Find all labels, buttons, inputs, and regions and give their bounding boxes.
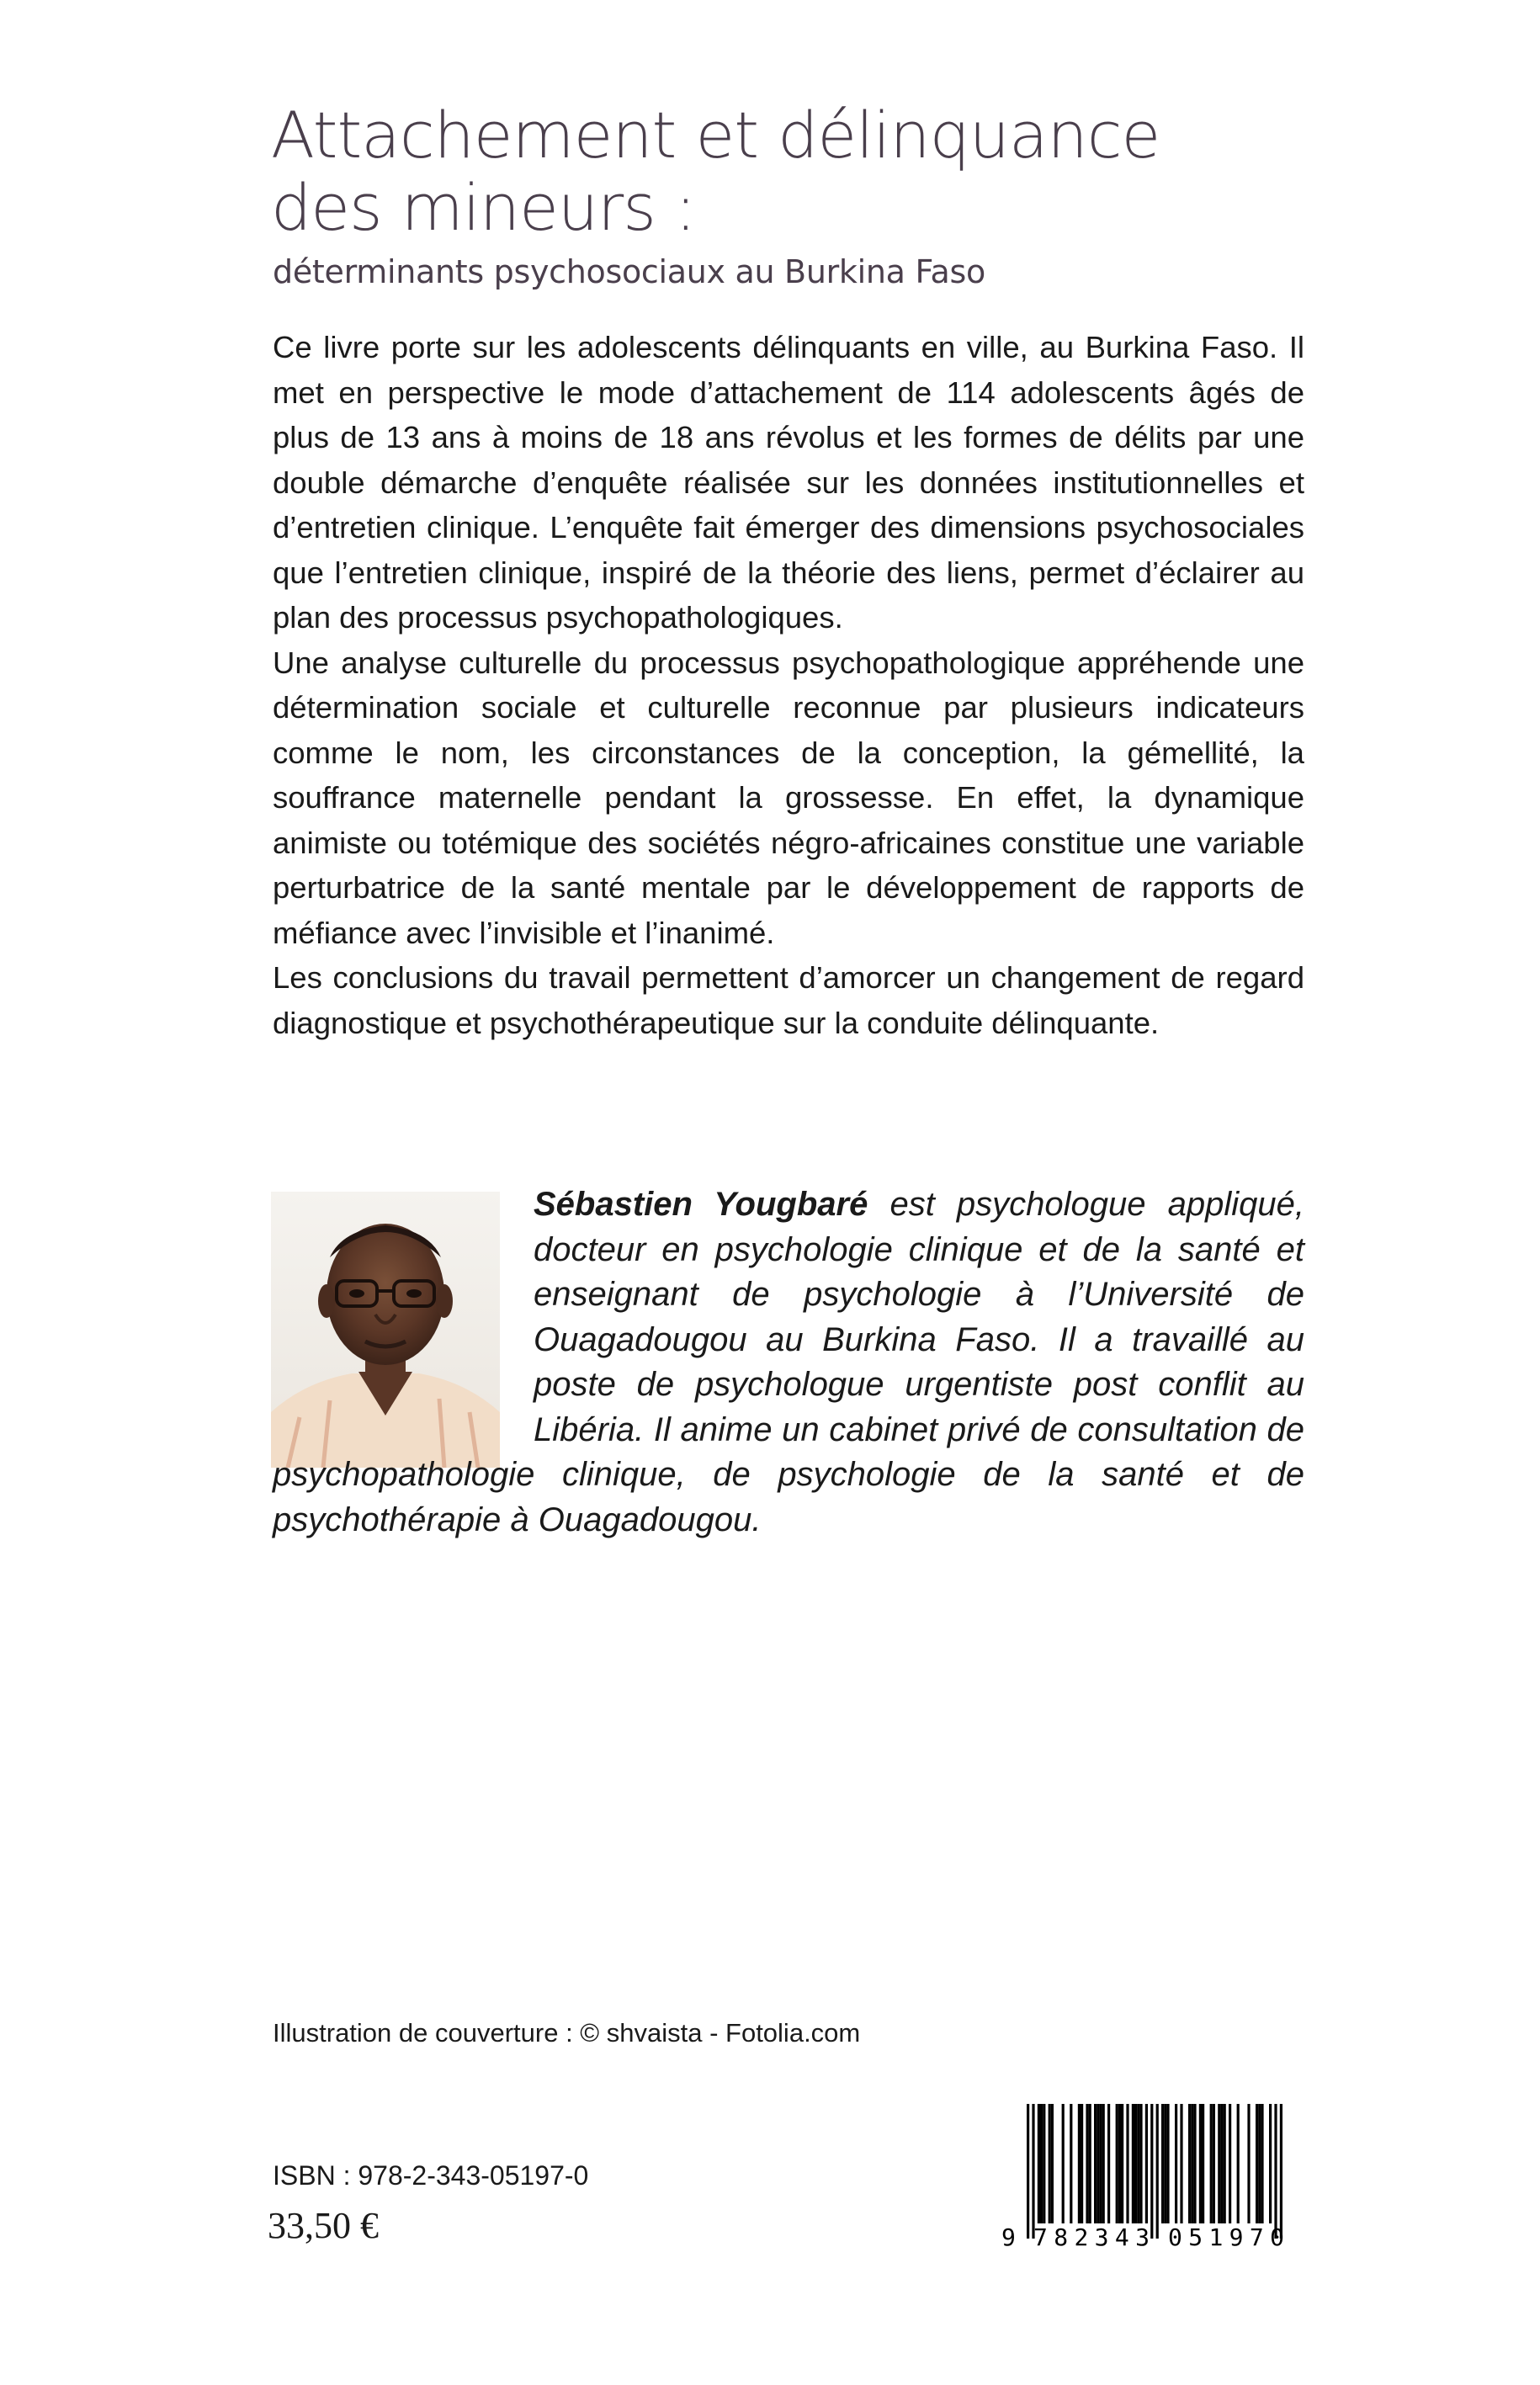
barcode-bar bbox=[1070, 2104, 1072, 2223]
barcode-bar bbox=[1107, 2104, 1110, 2223]
barcode-bar bbox=[1261, 2104, 1263, 2223]
summary-paragraph-2: Une analyse culturelle du processus psychopathologique appréhende une détermination sociale et culturelle reconnue par plusieurs indicateurs comme le nom, les circonstances de la conception, la gémellité, la souffrance maternelle pendant la grossesse. En effet, la dynamique animiste ou totémique des sociétés négro-africaines constitue une variable perturbatrice de la santé mentale par le développement de rapports de méfiance avec l’invisible et l’inanimé. bbox=[273, 645, 1304, 950]
barcode-bar bbox=[1258, 2104, 1261, 2223]
title-line-1: Attachement et délinquance bbox=[271, 98, 1160, 173]
barcode-bar bbox=[1038, 2104, 1040, 2223]
barcode-guard-bar bbox=[1032, 2104, 1034, 2239]
barcode-bar bbox=[1188, 2104, 1191, 2223]
barcode-bar bbox=[1137, 2104, 1139, 2223]
barcode-bar bbox=[1210, 2104, 1213, 2223]
summary-paragraph-3: Les conclusions du travail permettent d’amorcer un changement de regard diagnostique et psychothérapeutique sur la conduite délinquante. bbox=[273, 960, 1304, 1040]
barcode-bar bbox=[1116, 2104, 1118, 2223]
barcode-bar bbox=[1213, 2104, 1215, 2223]
barcode-bar bbox=[1051, 2104, 1054, 2223]
barcode-bar bbox=[1229, 2104, 1231, 2223]
barcode-bar bbox=[1224, 2104, 1226, 2223]
barcode-bar bbox=[1097, 2104, 1099, 2223]
barcode-bar bbox=[1256, 2104, 1258, 2223]
barcode-bar bbox=[1040, 2104, 1043, 2223]
barcode-bar bbox=[1164, 2104, 1166, 2223]
barcode-bar bbox=[1218, 2104, 1220, 2223]
barcode-bar bbox=[1049, 2104, 1051, 2223]
barcode-bar bbox=[1118, 2104, 1121, 2223]
barcode-bar bbox=[1175, 2104, 1177, 2223]
barcode-bar bbox=[1121, 2104, 1123, 2223]
summary-paragraph-1: Ce livre porte sur les adolescents délinquants en ville, au Burkina Faso. Il met en perspective le mode d’attachement de 114 adolescents âgés de plus de 13 ans à moins de 18 ans révolus et les formes de délits par une double démarche d’enquête réalisée sur les données institutionnelles et d’entretien clinique. L’enquête fait émerger des dimensions psychosociales que l’entretien clinique, inspiré de la théorie des liens, permet d’éclairer au plan des processus psychopathologiques. bbox=[273, 330, 1304, 635]
barcode-bar bbox=[1043, 2104, 1045, 2223]
summary bbox=[273, 325, 1304, 1045]
barcode-group-1: 782343 bbox=[1033, 2223, 1150, 2251]
barcode-bar bbox=[1081, 2104, 1083, 2223]
barcode-bar bbox=[1078, 2104, 1081, 2223]
barcode-group-2: 051970 bbox=[1168, 2223, 1284, 2251]
barcode-first-digit: 9 bbox=[1001, 2223, 1016, 2251]
barcode-bar bbox=[1145, 2104, 1148, 2223]
barcode-bar bbox=[1102, 2104, 1105, 2223]
barcode-guard-bar bbox=[1280, 2104, 1282, 2239]
barcode-bar bbox=[1180, 2104, 1182, 2223]
barcode-bar bbox=[1089, 2104, 1091, 2223]
barcode-bar bbox=[1191, 2104, 1193, 2223]
author-bio-text: est psychologue appliqué, docteur en psychologie clinique et de la santé et enseignant de psychologie à l’Université de Ouagadougou au Burkina Faso. Il a travaillé au poste de psychologue urgentiste post conflit au Libéria. Il anime un cabinet privé de consultation de psychopathologie clinique, de psychologie de la santé et de psychothérapie à Ouagadougou. bbox=[273, 1186, 1305, 1538]
barcode-bar bbox=[1202, 2104, 1204, 2223]
barcode-bar bbox=[1193, 2104, 1196, 2223]
barcode-bar bbox=[1269, 2104, 1272, 2223]
barcode-bar bbox=[1199, 2104, 1202, 2223]
isbn: ISBN : 978-2-343-05197-0 bbox=[273, 2160, 589, 2191]
title-line-2: des mineurs : bbox=[271, 170, 696, 245]
author-bio bbox=[273, 1182, 1304, 1543]
book-subtitle: déterminants psychosociaux au Burkina Faso bbox=[273, 253, 985, 290]
barcode-guard-bar bbox=[1150, 2104, 1153, 2239]
barcode-bar bbox=[1062, 2104, 1065, 2223]
book-title bbox=[271, 99, 1365, 244]
barcode-bar bbox=[1161, 2104, 1164, 2223]
barcode-bar bbox=[1126, 2104, 1128, 2223]
barcode-bar bbox=[1086, 2104, 1088, 2223]
barcode-bar bbox=[1139, 2104, 1142, 2223]
cover-credit: Illustration de couverture : © shvaista - Fotolia.com bbox=[273, 2018, 861, 2048]
barcode-bar bbox=[1094, 2104, 1097, 2223]
barcode bbox=[1000, 2101, 1303, 2252]
barcode-bar bbox=[1237, 2104, 1240, 2223]
barcode-bar bbox=[1166, 2104, 1169, 2223]
barcode-bar bbox=[1247, 2104, 1250, 2223]
author-name: Sébastien Yougbaré bbox=[534, 1186, 868, 1223]
barcode-bar bbox=[1099, 2104, 1102, 2223]
barcode-bar bbox=[1220, 2104, 1223, 2223]
barcode-guard-bar bbox=[1274, 2104, 1277, 2239]
barcode-bar bbox=[1132, 2104, 1134, 2223]
price: 33,50 € bbox=[268, 2205, 379, 2246]
barcode-guard-bar bbox=[1027, 2104, 1029, 2239]
barcode-guard-bar bbox=[1156, 2104, 1159, 2239]
barcode-bar bbox=[1134, 2104, 1137, 2223]
